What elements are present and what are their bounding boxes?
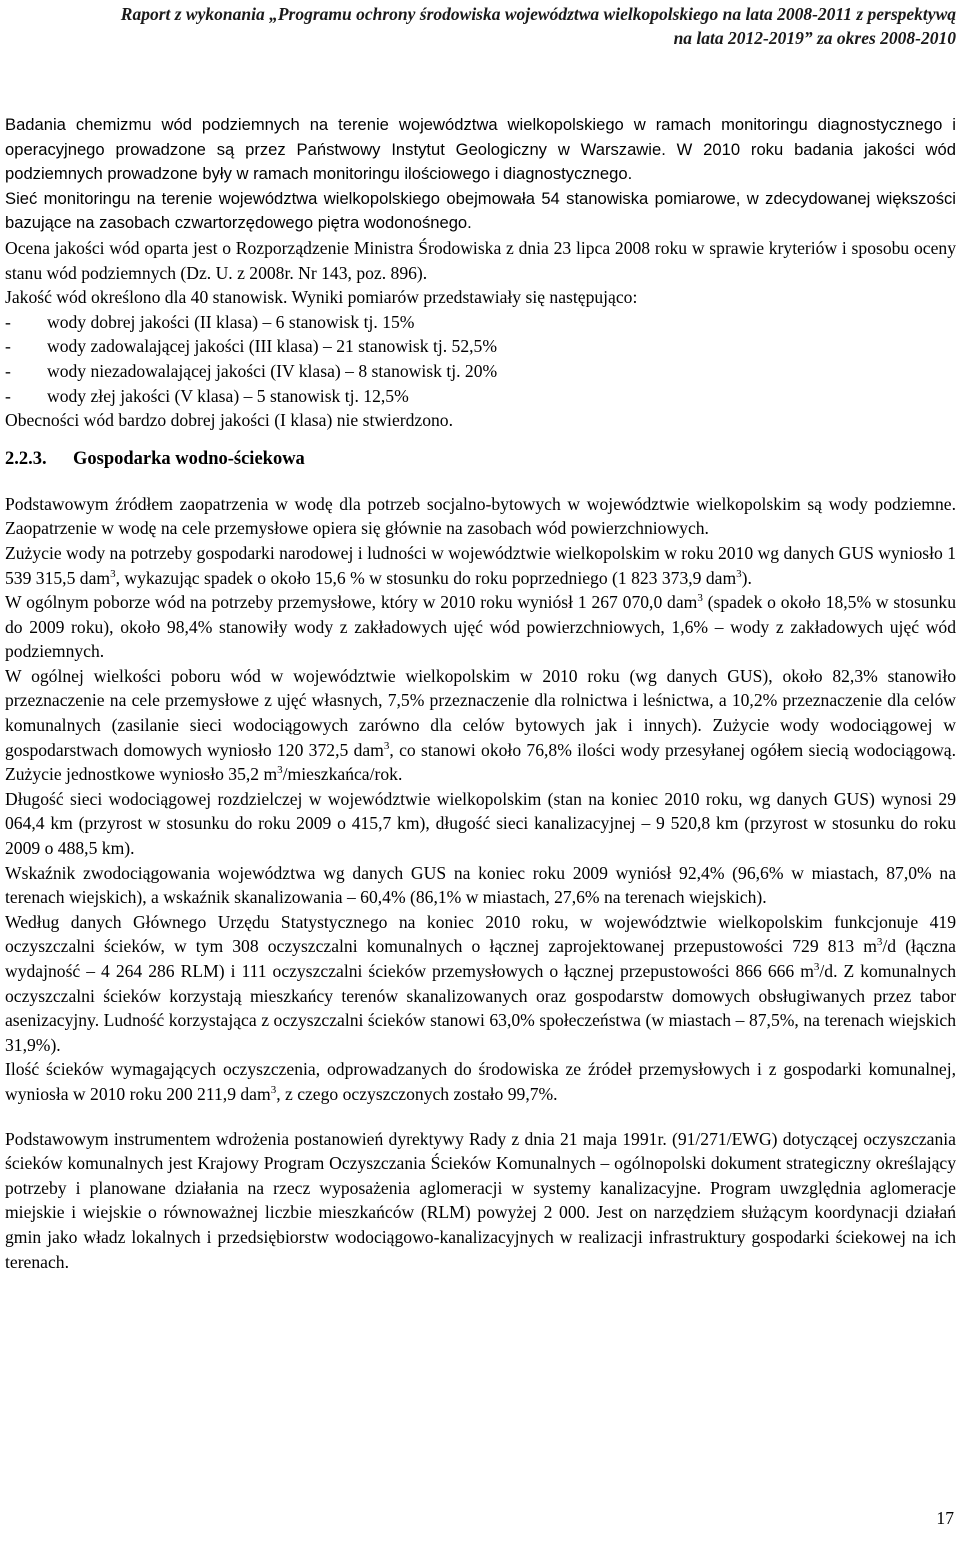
paragraph-gap: [5, 1107, 956, 1127]
intro-paragraph-regulation: Ocena jakości wód oparta jest o Rozporządzenie Ministra Środowiska z dnia 23 lipca 2008 roku w sprawie kryteriów i sposobu oceny stanu wód podziemnych (Dz. U. z 2008r. Nr 143, poz. 896).: [5, 237, 956, 283]
list-dash: -: [5, 385, 11, 406]
paragraph-kpos-program: Podstawowym instrumentem wdrożenia postanowień dyrektywy Rady z dnia 21 maja 1991r. (91/271/EWG) dotyczącej oczyszczania ścieków komunalnych jest Krajowy Program Oczyszczania Ścieków Komunalnych – ogólnopolski dokument strategiczny określający potrzeby i planowane działania na rzecz wyposażenia aglomeracji w systemy kanalizacyjne. Program uwzględnia aglomeracje miejskie i wiejskie o równoważnej liczbie mieszkańców (RLM) powyżej 2 000. Jest on narzędziem służącym koordynacji działań gmin jako władz lokalnych i przedsiębiorstw wodociągowo-kanalizacyjnych w realizacji infrastruktury gospodarki ściekowej na ich terenach.: [5, 1128, 956, 1272]
list-item-text: wody niezadowalającej jakości (IV klasa) – 8 stanowisk tj. 20%: [47, 360, 498, 381]
page-content: [5, 113, 956, 1274]
list-dash: -: [5, 311, 11, 332]
list-item-text: wody zadowalającej jakości (III klasa) – 21 stanowisk tj. 52,5%: [47, 336, 497, 357]
list-item-text: wody dobrej jakości (II klasa) – 6 stanowisk tj. 15%: [47, 311, 415, 332]
paragraph-coverage-indicator: Wskaźnik zwodociągowania województwa wg danych GUS na koniec roku 2009 wyniósł 92,4% (96,6% w miastach, 87,0% na terenach wiejskich), a wskaźnik skanalizowania – 60,4% (86,1% w miastach, 27,6% na terenach wiejskich).: [5, 862, 956, 908]
list-dash: -: [5, 360, 11, 381]
intro-paragraph-monitoring: Badania chemizmu wód podziemnych na terenie województwa wielkopolskiego w ramach monitoringu diagnostycznego i operacyjnego prowadzone są przez Państwowy Instytut Geologiczny w Warszawie. W 2010 roku badania jakości wód podziemnych prowadzone były w ramach monitoringu ilościowego i diagnostycznego.: [5, 115, 956, 184]
intro-paragraph-no-class-one: Obecności wód bardzo dobrej jakości (I klasa) nie stwierdzono.: [5, 410, 454, 431]
list-item: [5, 310, 956, 335]
list-dash: -: [5, 336, 11, 357]
intro-paragraph-results: Jakość wód określono dla 40 stanowisk. Wyniki pomiarów przedstawiały się następująco:: [5, 287, 638, 308]
section-title: Gospodarka wodno-ściekowa: [73, 448, 305, 469]
page-header: [4, 2, 956, 50]
paragraph-network-length: Długość sieci wodociągowej rozdzielczej w województwie wielkopolskim (stan na koniec 2010 roku, wg danych GUS) wynosi 29 064,4 km (przyrost w stosunku do roku 2009 o 415,7 km), długość sieci kanalizacyjnej – 9 520,8 km (przyrost w stosunku do roku 2009 o 488,5 km).: [5, 788, 956, 859]
paragraph-wastewater-volume: Ilość ścieków wymagających oczyszczenia, odprowadzanych do środowiska ze źródeł przemysłowych i z gospodarki komunalnej, wyniosła w 2010 roku 200 211,9 dam$^3$, z czego oczyszczonych zostało 99,7%.: [5, 1059, 956, 1104]
section-heading: [5, 446, 956, 472]
paragraph-water-sources: Podstawowym źródłem zaopatrzenia w wodę dla potrzeb socjalno-bytowych w województwie wielkopolskim są wody podziemne. Zaopatrzenie w wodę na cele przemysłowe opiera się głównie na zasobach wód powierzchniowych.: [5, 493, 956, 539]
paragraph-industrial-intake: W ogólnym poborze wód na potrzeby przemysłowe, który w 2010 roku wyniósł 1 267 070,0 dam$^3$ (spadek o około 18,5% w stosunku do 2009 roku), około 98,4% stanowiły wody z zakładowych ujęć wód powierzchniowych, 1,6% – wody z zakładowych ujęć wód podziemnych.: [5, 592, 956, 662]
header-line-2: na lata 2012-2019” za okres 2008-2010: [673, 28, 956, 48]
list-item: [5, 384, 956, 409]
list-item: [5, 359, 956, 384]
quality-class-list: [5, 310, 956, 408]
header-line-1: Raport z wykonania „Programu ochrony środowiska województwa wielkopolskiego na lata 2008-2011 z perspektywą: [120, 4, 956, 24]
intro-paragraph-network: Sieć monitoringu na terenie województwa wielkopolskiego obejmowała 54 stanowiska pomiarowe, w zdecydowanej większości bazujące na zasobach czwartorzędowego piętra wodonośnego.: [5, 188, 956, 233]
section-number: 2.2.3.: [5, 448, 47, 469]
list-item: [5, 334, 956, 359]
paragraph-intake-structure: W ogólnej wielkości poboru wód w województwie wielkopolskim w 2010 roku (wg danych GUS), około 82,3% stanowiło przeznaczenie na cele przemysłowe z ujęć własnych, 7,5% przeznaczenie dla rolnictwa i leśnictwa, a 10,2% przeznaczenie dla celów komunalnych (zasilanie sieci wodociągowych zarówno dla celów bytowych jak i innych). Zużycie wody wodociągowej w gospodarstwach domowych wyniosło 120 372,5 dam$^3$, co stanowi około 76,8% ilości wody przesyłanej ogółem siecią wodociągową. Zużycie jednostkowe wyniosło 35,2 $m^3/mieszkańca$/rok.: [5, 665, 956, 785]
paragraph-water-consumption: Zużycie wody na potrzeby gospodarki narodowej i ludności w województwie wielkopolskim w roku 2010 wg danych GUS wyniosło 1 539 315,5 dam$^3$, wykazując spadek o około 15,6 % w stosunku do roku poprzedniego (1 823 373,9 dam$^3$).: [5, 542, 956, 588]
paragraph-treatment-plants: Według danych Głównego Urzędu Statystycznego na koniec 2010 roku, w województwie wielkopolskim funkcjonuje 419 oczyszczalni ścieków, w tym 308 oczyszczalni komunalnych o łącznej zaprojektowanej przepustowości 729 813 $m^3/d$ (łączna wydajność – 4 264 286 RLM) i 111 oczyszczalni ścieków przemysłowych o łącznej przepustowości 866 666 $m^3/d$. Z komunalnych oczyszczalni ścieków korzystają mieszkańcy terenów skanalizowanych oraz gospodarstw domowych obsługiwanych przez tabor asenizacyjny. Ludność korzystająca z oczyszczalni ścieków stanowi 63,0% społeczeństwa (w miastach – 87,5%, na terenach wiejskich 31,9%).: [5, 911, 956, 1055]
list-item-text: wody złej jakości (V klasa) – 5 stanowisk tj. 12,5%: [47, 385, 409, 406]
page-number: 17: [936, 1508, 954, 1528]
